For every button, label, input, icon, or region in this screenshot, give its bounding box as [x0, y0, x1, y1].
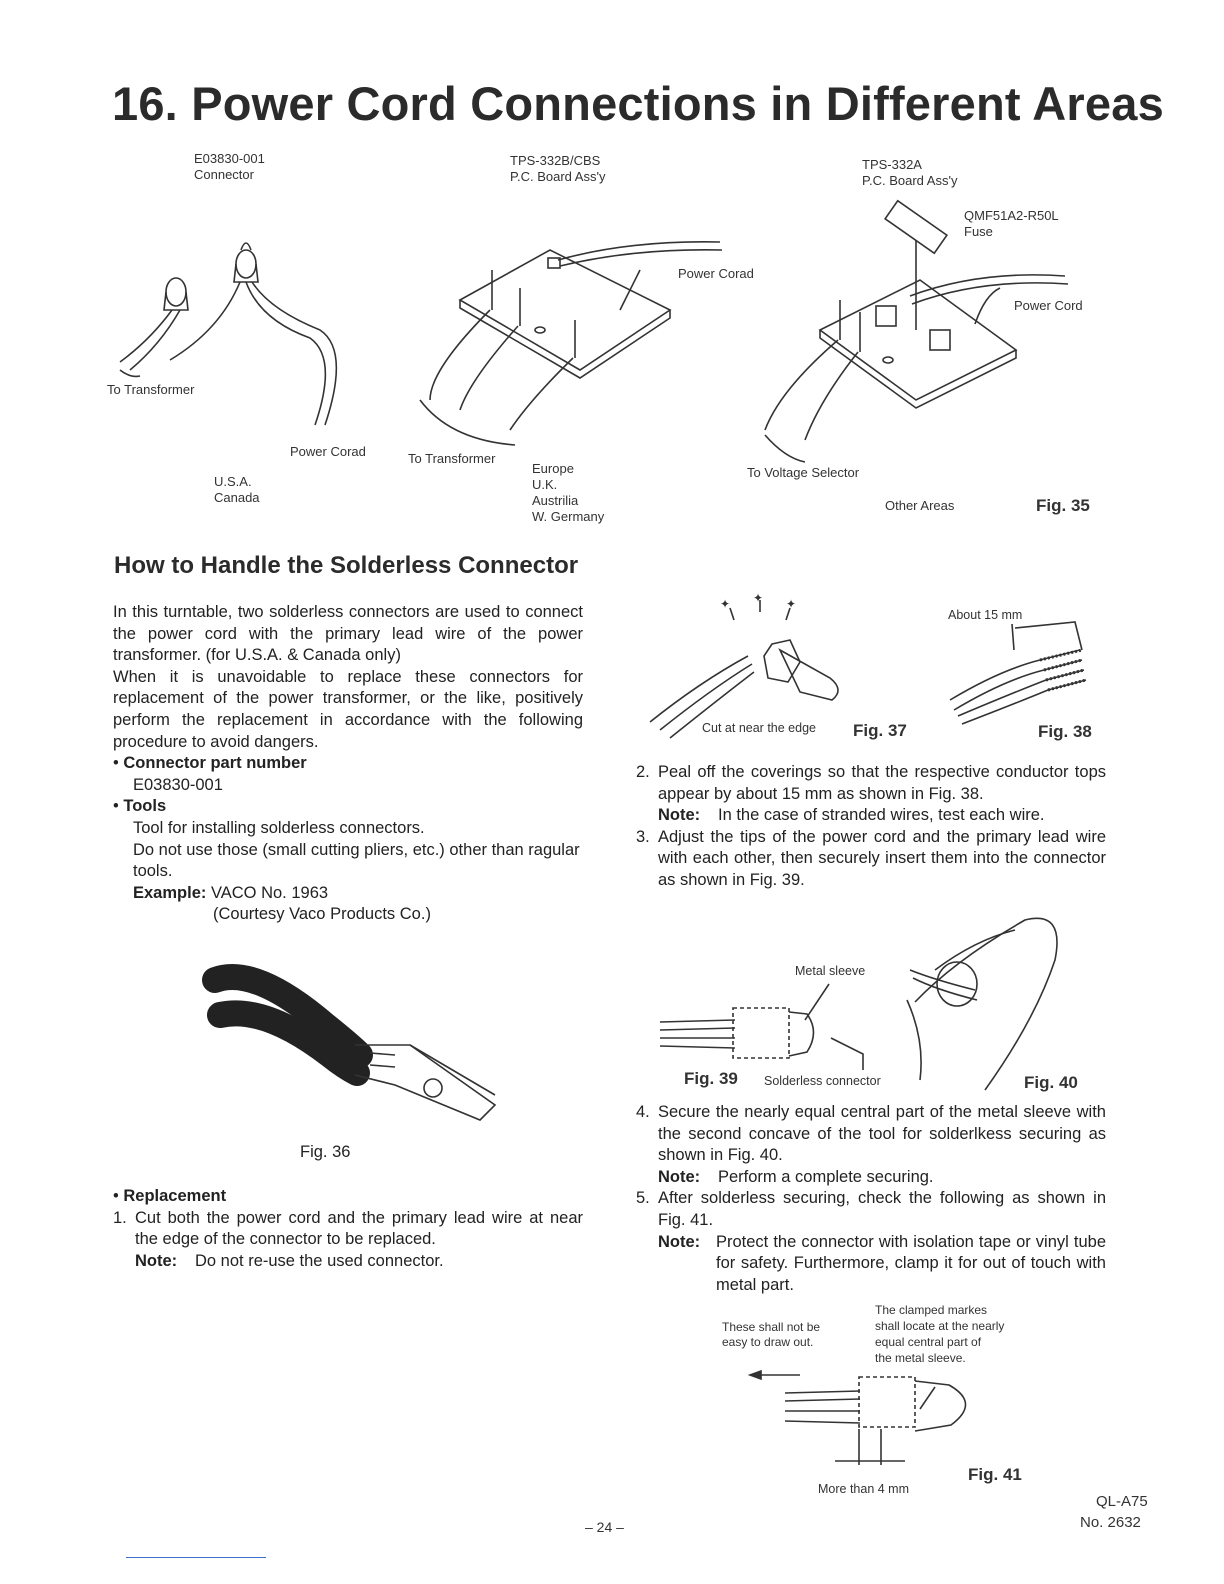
- fig-37-caption: Cut at near the edge: [702, 721, 816, 735]
- fig-39-label: Fig. 39: [684, 1069, 738, 1088]
- europe-power-cord: Power Corad: [678, 266, 754, 281]
- page-number: – 24 –: [585, 1519, 624, 1535]
- bullet-connector-part-head: Connector part number: [123, 754, 307, 773]
- step-4-note-key: Note:: [658, 1167, 701, 1186]
- fig-41-drawing: [745, 1365, 985, 1475]
- svg-text:✦: ✦: [786, 597, 797, 611]
- step-1-number: 1.: [113, 1208, 127, 1227]
- other-board-drawing: [760, 200, 1080, 470]
- solderless-connector-label: Solderless connector: [764, 1074, 881, 1088]
- page-title: 16. Power Cord Connections in Different Areas: [112, 77, 1164, 130]
- fig-41-right-line-2: shall locate at the nearly: [875, 1319, 1005, 1333]
- usa-region-1: U.S.A.: [214, 474, 252, 489]
- example-courtesy: (Courtesy Vaco Products Co.): [213, 905, 431, 924]
- fig-35-label: Fig. 35: [1036, 496, 1090, 515]
- step-4-text: Secure the nearly equal central part of the metal sleeve with the second concave of the tool for solderlkess securing as shown in Fig. 40.: [658, 1103, 1106, 1165]
- other-power-cord: Power Cord: [1014, 298, 1083, 313]
- step-2: [636, 762, 1106, 805]
- usa-part-name: Connector: [194, 167, 254, 182]
- usa-to-transformer: To Transformer: [107, 382, 195, 397]
- fig-41-left-line-2: easy to draw out.: [722, 1335, 814, 1349]
- usa-connector-drawing: [110, 230, 370, 430]
- step-5-note-key: Note:: [658, 1232, 701, 1251]
- fig-41-right-line-1: The clamped markes: [875, 1303, 988, 1317]
- pliers-drawing: [195, 955, 515, 1135]
- connector-part-value: E03830-001: [133, 775, 223, 794]
- usa-region-2: Canada: [214, 490, 260, 505]
- step-4-number: 4.: [636, 1103, 650, 1121]
- step-4-note: [636, 1167, 1106, 1189]
- section-heading: How to Handle the Solderless Connector: [114, 552, 579, 579]
- fig-40-label: Fig. 40: [1024, 1073, 1078, 1092]
- step-3-text: Adjust the tips of the power cord and the primary lead wire with each other, then securely insert them into the connector as shown in Fig. 39.: [658, 827, 1106, 889]
- europe-region-2: U.K.: [532, 477, 558, 492]
- tools-line-1: Tool for installing solderless connectors.: [133, 818, 425, 837]
- bullet-tools: • Tools: [113, 797, 167, 816]
- bottom-rule: [126, 1557, 266, 1558]
- usa-part-number: E03830-001: [194, 151, 265, 166]
- fig-37-drawing: [640, 592, 880, 742]
- europe-part-name: P.C. Board Ass'y: [510, 169, 606, 184]
- step-1-note: [113, 1251, 583, 1273]
- step-2-note: [636, 805, 1106, 827]
- fig-36-label: Fig. 36: [300, 1143, 351, 1161]
- step-1-text: Cut both the power cord and the primary lead wire at near the edge of the connector to be replaced.: [135, 1208, 583, 1249]
- fig-38-drawing: [940, 620, 1100, 730]
- bullet-connector-part: • Connector part number: [113, 754, 307, 773]
- step-2-text: Peal off the coverings so that the respective conductor tops appear by about 15 mm as shown in Fig. 38.: [658, 763, 1106, 803]
- step-2-note-key: Note:: [658, 806, 701, 825]
- bullet-tools-head: Tools: [123, 797, 167, 816]
- other-to-voltage-selector: To Voltage Selector: [747, 465, 860, 480]
- fig-38-label: Fig. 38: [1038, 722, 1092, 741]
- fig-41-bottom-label: More than 4 mm: [818, 1482, 910, 1496]
- step-4-note-text: Perform a complete securing.: [718, 1167, 934, 1186]
- europe-region-3: Austrilia: [532, 493, 579, 508]
- fuse-name: Fuse: [964, 224, 993, 239]
- europe-region-4: W. Germany: [532, 509, 605, 524]
- europe-region-1: Europe: [532, 461, 574, 476]
- example-value: VACO No. 1963: [210, 883, 329, 902]
- svg-text:✦: ✦: [720, 597, 731, 611]
- fig-37-label: Fig. 37: [853, 721, 907, 740]
- left-column: [113, 602, 583, 926]
- step-3-number: 3.: [636, 827, 650, 846]
- fig-41-left-line-1: These shall not be: [722, 1320, 821, 1334]
- steps-2-3: [636, 762, 1106, 892]
- intro-paragraph-1: In this turntable, two solderless connectors are used to connect the power cord with the primary lead wire of the power transformer. (for U.S.A. & Canada only): [113, 603, 583, 665]
- step-5-text: After solderless securing, check the following as shown in Fig. 41.: [658, 1189, 1106, 1229]
- europe-part-number: TPS-332B/CBS: [510, 153, 601, 168]
- step-5-number: 5.: [636, 1189, 650, 1208]
- fuse-part-number: QMF51A2-R50L: [964, 208, 1059, 223]
- example-key: Example:: [133, 883, 207, 902]
- metal-sleeve-label: Metal sleeve: [795, 964, 866, 978]
- usa-power-cord: Power Corad: [290, 444, 366, 459]
- europe-board-drawing: [410, 230, 730, 450]
- document-number: No. 2632: [1080, 1514, 1141, 1531]
- steps-4-5: [636, 1102, 1106, 1296]
- bullet-replacement-head: Replacement: [123, 1187, 227, 1205]
- step-2-note-text: In the case of stranded wires, test each wire.: [718, 806, 1045, 825]
- bullet-replacement: • Replacement: [113, 1187, 227, 1205]
- step-1-note-key: Note:: [135, 1251, 178, 1270]
- other-part-number: TPS-332A: [862, 157, 922, 172]
- step-5-note: [636, 1232, 1106, 1297]
- svg-text:✦: ✦: [753, 591, 764, 605]
- fig-41-right-line-4: the metal sleeve.: [875, 1351, 966, 1365]
- other-part-name: P.C. Board Ass'y: [862, 173, 958, 188]
- model-number: QL-A75: [1096, 1493, 1148, 1510]
- step-1-note-text: Do not re-use the used connector.: [195, 1251, 444, 1270]
- europe-to-transformer: To Transformer: [408, 451, 496, 466]
- step-4: [636, 1102, 1106, 1167]
- step-3: [636, 827, 1106, 892]
- other-region: Other Areas: [885, 498, 955, 513]
- step-5-note-text: Protect the connector with isolation tape or vinyl tube for safety. Furthermore, clamp it for out of touch with metal part.: [716, 1232, 1106, 1294]
- step-2-number: 2.: [636, 763, 650, 781]
- fig-41-right-line-3: equal central part of: [875, 1335, 982, 1349]
- step-5: [636, 1188, 1106, 1231]
- tools-line-2: Do not use those (small cutting pliers, etc.) other than ragular tools.: [133, 840, 580, 881]
- example-line: [113, 883, 583, 905]
- fig-38-caption: About 15 mm: [948, 608, 1023, 622]
- replacement-block: [113, 1186, 583, 1272]
- intro-paragraph-2: When it is unavoidable to replace these connectors for replacement of the power transformer, or the like, positively perform the replacement in accordance with the following procedure to avoid dangers.: [113, 667, 583, 751]
- fig-41-label: Fig. 41: [968, 1465, 1022, 1484]
- step-1: [113, 1208, 583, 1251]
